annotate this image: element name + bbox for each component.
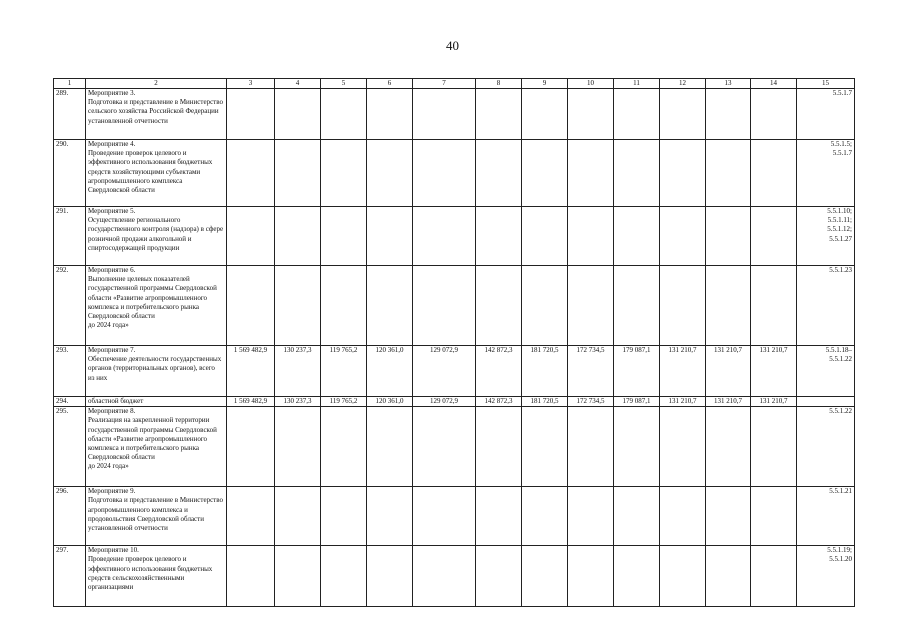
row-number: 297. — [54, 546, 86, 607]
row-target-ref: 5.5.1.23 — [797, 266, 855, 346]
row-value — [614, 546, 660, 607]
row-value — [275, 266, 321, 346]
column-header: 11 — [614, 79, 660, 89]
row-value — [614, 487, 660, 546]
column-header: 3 — [227, 79, 275, 89]
row-number: 295. — [54, 407, 86, 487]
row-value — [275, 407, 321, 487]
row-value — [614, 140, 660, 207]
row-number: 294. — [54, 397, 86, 407]
row-value — [660, 407, 706, 487]
row-number: 290. — [54, 140, 86, 207]
row-value: 131 210,7 — [751, 346, 797, 397]
row-value — [227, 89, 275, 140]
table-row — [54, 487, 855, 546]
column-header: 1 — [54, 79, 86, 89]
row-value — [413, 407, 476, 487]
row-value — [476, 546, 522, 607]
column-header: 8 — [476, 79, 522, 89]
column-header: 6 — [367, 79, 413, 89]
row-value — [660, 140, 706, 207]
row-value: 172 734,5 — [568, 397, 614, 407]
row-value — [413, 546, 476, 607]
row-value: 179 087,1 — [614, 397, 660, 407]
row-value — [476, 407, 522, 487]
column-header: 9 — [522, 79, 568, 89]
row-value — [476, 207, 522, 266]
row-value: 1 569 482,9 — [227, 397, 275, 407]
table-row — [54, 140, 855, 207]
row-value — [227, 407, 275, 487]
row-value — [413, 89, 476, 140]
row-name: Мероприятие 7. Обеспечение деятельности государственных органов (территориальных органов), всего из них — [86, 346, 227, 397]
row-value — [321, 546, 367, 607]
row-value — [522, 407, 568, 487]
page-number: 40 — [446, 38, 459, 53]
row-value: 131 210,7 — [660, 397, 706, 407]
table-row — [54, 397, 855, 407]
row-value — [614, 89, 660, 140]
row-value — [413, 266, 476, 346]
row-name: Мероприятие 4. Проведение проверок целевого и эффективного использования бюджетных средств хозяйствующими субъектами агропромышленного комплекса Свердловской области — [86, 140, 227, 207]
row-value — [227, 266, 275, 346]
row-value — [275, 207, 321, 266]
row-target-ref: 5.5.1.19; 5.5.1.20 — [797, 546, 855, 607]
row-value: 131 210,7 — [660, 346, 706, 397]
row-value — [321, 407, 367, 487]
row-value — [522, 546, 568, 607]
row-value: 142 872,3 — [476, 397, 522, 407]
row-value — [275, 140, 321, 207]
row-value — [751, 266, 797, 346]
row-value — [614, 266, 660, 346]
table-row — [54, 546, 855, 607]
row-value — [227, 487, 275, 546]
column-header: 7 — [413, 79, 476, 89]
row-value — [321, 487, 367, 546]
column-header: 12 — [660, 79, 706, 89]
row-target-ref: 5.5.1.21 — [797, 487, 855, 546]
row-value — [751, 140, 797, 207]
row-name: Мероприятие 10. Проведение проверок целевого и эффективного использования бюджетных средств сельскохозяйственными организациями — [86, 546, 227, 607]
row-value — [321, 207, 367, 266]
table-row — [54, 407, 855, 487]
row-value: 131 210,7 — [706, 397, 751, 407]
row-value — [476, 140, 522, 207]
row-value — [227, 207, 275, 266]
row-name: Мероприятие 6. Выполнение целевых показателей государственной программы Свердловской области «Развитие агропромышленного комплекса и потребительского рынка Свердловской области до 2024 года» — [86, 266, 227, 346]
row-value: 181 720,5 — [522, 397, 568, 407]
row-target-ref: 5.5.1.22 — [797, 407, 855, 487]
row-value — [522, 140, 568, 207]
row-value — [568, 266, 614, 346]
row-value — [476, 89, 522, 140]
column-header: 14 — [751, 79, 797, 89]
table-row — [54, 89, 855, 140]
row-value — [522, 266, 568, 346]
row-value — [751, 487, 797, 546]
table-row — [54, 266, 855, 346]
row-value: 179 087,1 — [614, 346, 660, 397]
row-name: Мероприятие 8. Реализация на закрепленной территории государственной программы Свердловской области «Развитие агропромышленного комплекса и потребительского рынка Свердловской области до 2024 года» — [86, 407, 227, 487]
row-value — [660, 546, 706, 607]
row-value — [476, 487, 522, 546]
row-value: 119 765,2 — [321, 397, 367, 407]
row-value: 119 765,2 — [321, 346, 367, 397]
row-value — [367, 207, 413, 266]
row-name: Мероприятие 9. Подготовка и представление в Министерство агропромышленного комплекса и продовольствия Свердловской области установленной отчетности — [86, 487, 227, 546]
row-value — [706, 89, 751, 140]
row-value — [227, 140, 275, 207]
row-value — [367, 487, 413, 546]
row-value — [706, 207, 751, 266]
row-value — [660, 207, 706, 266]
row-value: 129 072,9 — [413, 346, 476, 397]
row-target-ref — [797, 397, 855, 407]
row-value: 131 210,7 — [751, 397, 797, 407]
row-value — [614, 407, 660, 487]
row-value — [706, 140, 751, 207]
row-value: 181 720,5 — [522, 346, 568, 397]
row-target-ref: 5.5.1.5; 5.5.1.7 — [797, 140, 855, 207]
row-value — [413, 487, 476, 546]
row-target-ref: 5.5.1.18– 5.5.1.22 — [797, 346, 855, 397]
row-value — [227, 546, 275, 607]
table-body — [54, 89, 855, 607]
column-header: 2 — [86, 79, 227, 89]
row-value — [660, 89, 706, 140]
table-row — [54, 346, 855, 397]
row-value: 172 734,5 — [568, 346, 614, 397]
row-number: 292. — [54, 266, 86, 346]
row-value — [614, 207, 660, 266]
row-value: 130 237,3 — [275, 397, 321, 407]
row-value — [367, 89, 413, 140]
row-value — [413, 140, 476, 207]
column-header: 4 — [275, 79, 321, 89]
row-value: 130 237,3 — [275, 346, 321, 397]
row-value: 129 072,9 — [413, 397, 476, 407]
row-name: Мероприятие 5. Осуществление регионального государственного контроля (надзора) в сфере розничной продажи алкогольной и спиртосодержащей продукции — [86, 207, 227, 266]
row-value — [275, 487, 321, 546]
row-value — [522, 89, 568, 140]
row-number: 296. — [54, 487, 86, 546]
row-value — [568, 207, 614, 266]
row-value — [568, 89, 614, 140]
row-value — [321, 140, 367, 207]
row-value — [522, 207, 568, 266]
row-value — [321, 266, 367, 346]
row-value — [275, 546, 321, 607]
row-value — [568, 546, 614, 607]
row-number: 289. — [54, 89, 86, 140]
row-name: Мероприятие 3. Подготовка и представление в Министерство сельского хозяйства Российской Федерации установленной отчетности — [86, 89, 227, 140]
row-value — [660, 266, 706, 346]
header-row — [54, 79, 855, 89]
row-value — [751, 207, 797, 266]
row-number: 291. — [54, 207, 86, 266]
row-value — [367, 546, 413, 607]
row-value — [568, 407, 614, 487]
row-value — [706, 487, 751, 546]
table-row — [54, 207, 855, 266]
program-table — [53, 78, 855, 607]
row-value: 142 872,3 — [476, 346, 522, 397]
row-value — [706, 546, 751, 607]
row-value — [751, 407, 797, 487]
row-value — [751, 89, 797, 140]
row-value: 120 361,0 — [367, 346, 413, 397]
column-header: 10 — [568, 79, 614, 89]
row-number: 293. — [54, 346, 86, 397]
row-value — [522, 487, 568, 546]
row-target-ref: 5.5.1.7 — [797, 89, 855, 140]
column-header: 13 — [706, 79, 751, 89]
row-value — [367, 266, 413, 346]
row-value — [706, 266, 751, 346]
row-value — [568, 140, 614, 207]
row-name: областной бюджет — [86, 397, 227, 407]
column-header: 15 — [797, 79, 855, 89]
row-value: 131 210,7 — [706, 346, 751, 397]
column-header: 5 — [321, 79, 367, 89]
row-value — [321, 89, 367, 140]
row-value — [751, 546, 797, 607]
row-value: 120 361,0 — [367, 397, 413, 407]
row-value — [367, 140, 413, 207]
row-value: 1 569 482,9 — [227, 346, 275, 397]
row-value — [706, 407, 751, 487]
row-value — [367, 407, 413, 487]
row-value — [275, 89, 321, 140]
row-value — [413, 207, 476, 266]
row-value — [568, 487, 614, 546]
row-value — [476, 266, 522, 346]
row-value — [660, 487, 706, 546]
row-target-ref: 5.5.1.10; 5.5.1.11; 5.5.1.12; 5.5.1.27 — [797, 207, 855, 266]
